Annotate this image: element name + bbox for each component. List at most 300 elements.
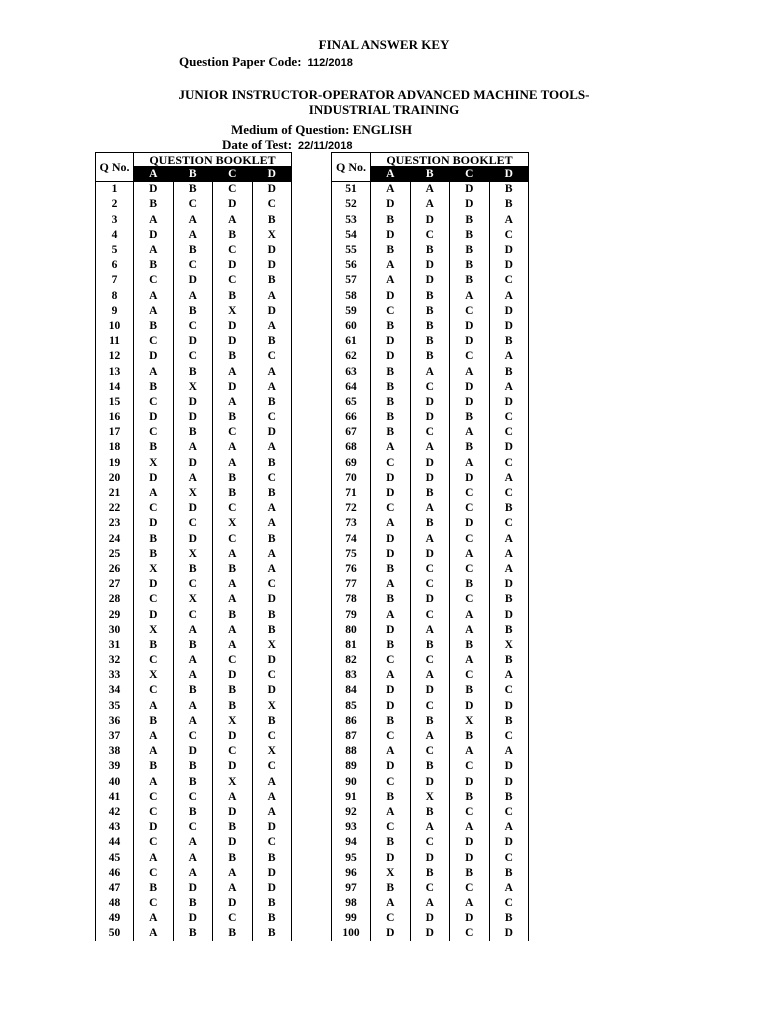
answer-row — [332, 744, 529, 759]
series-header: A — [371, 167, 411, 182]
question-number: 39 — [96, 759, 134, 774]
answer-cell: A — [213, 622, 253, 637]
answer-cell: C — [450, 486, 490, 501]
answer-cell: C — [450, 349, 490, 364]
answer-row — [332, 182, 529, 198]
question-number: 82 — [332, 653, 371, 668]
answer-cell: B — [134, 379, 174, 394]
answer-cell: B — [213, 926, 253, 941]
answer-row — [96, 440, 292, 455]
answer-row — [96, 638, 292, 653]
question-number: 60 — [332, 319, 371, 334]
answer-cell: B — [213, 698, 253, 713]
question-number: 91 — [332, 790, 371, 805]
answer-row — [96, 243, 292, 258]
answer-cell: A — [213, 364, 253, 379]
answer-row — [332, 653, 529, 668]
answer-row — [332, 820, 529, 835]
answer-cell: C — [489, 729, 529, 744]
answer-row — [96, 850, 292, 865]
question-number: 23 — [96, 516, 134, 531]
answer-cell: C — [213, 182, 253, 198]
answer-cell: D — [252, 653, 292, 668]
answer-row — [332, 395, 529, 410]
answer-cell: A — [213, 395, 253, 410]
answer-cell: A — [410, 531, 450, 546]
answer-cell: B — [410, 516, 450, 531]
question-number: 38 — [96, 744, 134, 759]
answer-cell: A — [252, 547, 292, 562]
answer-cell: C — [371, 501, 411, 516]
answer-row — [332, 577, 529, 592]
answer-row — [96, 349, 292, 364]
answer-cell: A — [173, 653, 213, 668]
answer-row — [96, 425, 292, 440]
answer-cell: D — [410, 774, 450, 789]
answer-cell: X — [134, 668, 174, 683]
answer-cell: D — [371, 471, 411, 486]
question-number: 63 — [332, 364, 371, 379]
question-number: 29 — [96, 607, 134, 622]
answer-cell: C — [489, 425, 529, 440]
answer-cell: C — [489, 228, 529, 243]
answer-cell: B — [173, 926, 213, 941]
answer-row — [332, 516, 529, 531]
answer-row — [332, 638, 529, 653]
answer-row — [96, 455, 292, 470]
answer-cell: C — [410, 228, 450, 243]
answer-cell: A — [252, 288, 292, 303]
answer-cell: A — [371, 896, 411, 911]
answer-cell: A — [410, 896, 450, 911]
question-number: 43 — [96, 820, 134, 835]
question-number: 97 — [332, 881, 371, 896]
question-number: 73 — [332, 516, 371, 531]
answer-cell: A — [371, 182, 411, 198]
question-number: 59 — [332, 304, 371, 319]
answer-cell: C — [371, 820, 411, 835]
answer-cell: D — [450, 835, 490, 850]
answer-cell: C — [410, 744, 450, 759]
answer-row — [96, 212, 292, 227]
answer-cell: A — [410, 440, 450, 455]
question-number: 61 — [332, 334, 371, 349]
answer-cell: A — [489, 288, 529, 303]
qno-header: Q No. — [332, 153, 371, 182]
answer-row — [96, 668, 292, 683]
answer-cell: C — [252, 577, 292, 592]
answer-row — [332, 486, 529, 501]
answer-cell: B — [450, 638, 490, 653]
answer-cell: D — [371, 547, 411, 562]
answer-cell: B — [173, 425, 213, 440]
question-number: 96 — [332, 865, 371, 880]
question-number: 4 — [96, 228, 134, 243]
answer-row — [332, 668, 529, 683]
answer-cell: C — [134, 896, 174, 911]
answer-cell: D — [450, 379, 490, 394]
answer-cell: B — [134, 547, 174, 562]
answer-cell: A — [489, 668, 529, 683]
answer-cell: D — [489, 759, 529, 774]
answer-cell: A — [450, 896, 490, 911]
answer-row — [96, 501, 292, 516]
answer-cell: D — [371, 850, 411, 865]
answer-row — [96, 304, 292, 319]
answer-cell: D — [213, 334, 253, 349]
answer-cell: A — [450, 820, 490, 835]
answer-cell: B — [410, 349, 450, 364]
answer-cell: D — [252, 425, 292, 440]
answer-cell: C — [450, 501, 490, 516]
answer-row — [96, 653, 292, 668]
question-number: 27 — [96, 577, 134, 592]
answer-cell: B — [371, 562, 411, 577]
answer-cell: A — [410, 668, 450, 683]
answer-row — [332, 759, 529, 774]
answer-cell: X — [173, 547, 213, 562]
answer-cell: D — [371, 288, 411, 303]
question-number: 40 — [96, 774, 134, 789]
answer-cell: C — [410, 653, 450, 668]
answer-row — [332, 440, 529, 455]
answer-cell: C — [213, 531, 253, 546]
answer-cell: A — [173, 212, 213, 227]
booklet-header: QUESTION BOOKLET — [134, 153, 292, 167]
answer-cell: X — [134, 562, 174, 577]
answer-cell: B — [213, 820, 253, 835]
question-number: 9 — [96, 304, 134, 319]
answer-cell: A — [134, 744, 174, 759]
answer-row — [96, 926, 292, 941]
answer-cell: C — [450, 759, 490, 774]
answer-cell: D — [213, 197, 253, 212]
question-number: 92 — [332, 805, 371, 820]
answer-cell: D — [489, 304, 529, 319]
answer-cell: X — [134, 622, 174, 637]
answer-cell: C — [213, 243, 253, 258]
answer-cell: X — [173, 486, 213, 501]
answer-cell: A — [450, 653, 490, 668]
answer-cell: X — [252, 638, 292, 653]
answer-cell: B — [173, 683, 213, 698]
question-number: 75 — [332, 547, 371, 562]
answer-cell: D — [450, 197, 490, 212]
question-number: 93 — [332, 820, 371, 835]
answer-row — [96, 790, 292, 805]
qno-header: Q No. — [96, 153, 134, 182]
answer-cell: D — [134, 471, 174, 486]
answer-cell: D — [450, 182, 490, 198]
answer-cell: B — [173, 364, 213, 379]
question-number: 80 — [332, 622, 371, 637]
answer-cell: C — [134, 334, 174, 349]
answer-cell: X — [489, 638, 529, 653]
answer-cell: A — [489, 349, 529, 364]
question-number: 31 — [96, 638, 134, 653]
answer-cell: C — [173, 349, 213, 364]
question-number: 15 — [96, 395, 134, 410]
answer-cell: C — [489, 683, 529, 698]
question-number: 32 — [96, 653, 134, 668]
answer-cell: B — [134, 714, 174, 729]
question-number: 46 — [96, 865, 134, 880]
answer-cell: D — [252, 182, 292, 198]
answer-cell: B — [252, 531, 292, 546]
answer-row — [96, 288, 292, 303]
answer-cell: A — [410, 729, 450, 744]
answer-cell: D — [213, 759, 253, 774]
question-number: 58 — [332, 288, 371, 303]
answer-cell: A — [489, 820, 529, 835]
answer-cell: D — [371, 698, 411, 713]
question-number: 55 — [332, 243, 371, 258]
answer-cell: B — [252, 850, 292, 865]
answer-cell: A — [450, 622, 490, 637]
question-number: 13 — [96, 364, 134, 379]
answer-cell: B — [371, 212, 411, 227]
answer-cell: D — [410, 926, 450, 941]
answer-row — [96, 562, 292, 577]
answer-cell: A — [371, 273, 411, 288]
answer-cell: C — [252, 668, 292, 683]
question-number: 54 — [332, 228, 371, 243]
answer-cell: A — [489, 562, 529, 577]
answer-row — [96, 607, 292, 622]
answer-cell: B — [173, 759, 213, 774]
answer-cell: A — [252, 516, 292, 531]
answer-cell: X — [252, 698, 292, 713]
answer-cell: X — [450, 714, 490, 729]
series-header: A — [134, 167, 174, 182]
answer-cell: A — [450, 455, 490, 470]
answer-cell: B — [450, 410, 490, 425]
answer-row — [332, 228, 529, 243]
answer-row — [332, 197, 529, 212]
answer-row — [332, 805, 529, 820]
question-number: 24 — [96, 531, 134, 546]
answer-cell: C — [213, 653, 253, 668]
answer-cell: B — [213, 850, 253, 865]
answer-cell: B — [371, 243, 411, 258]
answer-cell: D — [213, 319, 253, 334]
answer-cell: D — [489, 577, 529, 592]
answer-cell: B — [371, 835, 411, 850]
series-header: D — [252, 167, 292, 182]
answer-cell: A — [252, 364, 292, 379]
answer-cell: D — [252, 865, 292, 880]
answer-cell: D — [450, 911, 490, 926]
answer-cell: D — [134, 410, 174, 425]
answer-cell: D — [489, 607, 529, 622]
answer-cell: A — [252, 440, 292, 455]
answer-cell: A — [489, 547, 529, 562]
answer-row — [332, 911, 529, 926]
answer-cell: C — [450, 805, 490, 820]
question-number: 68 — [332, 440, 371, 455]
answer-cell: A — [371, 440, 411, 455]
answer-cell: B — [213, 410, 253, 425]
answer-row — [96, 774, 292, 789]
answer-cell: C — [173, 577, 213, 592]
date-label: Date of Test: — [222, 137, 293, 152]
answer-cell: D — [252, 258, 292, 273]
answer-cell: C — [489, 516, 529, 531]
answer-cell: B — [410, 486, 450, 501]
answer-cell: B — [450, 228, 490, 243]
answer-cell: A — [173, 288, 213, 303]
answer-row — [332, 881, 529, 896]
series-header: B — [410, 167, 450, 182]
question-number: 98 — [332, 896, 371, 911]
answer-cell: B — [134, 881, 174, 896]
answer-cell: A — [489, 531, 529, 546]
answer-cell: C — [371, 774, 411, 789]
answer-cell: A — [410, 197, 450, 212]
answer-cell: C — [252, 410, 292, 425]
question-number: 22 — [96, 501, 134, 516]
question-number: 41 — [96, 790, 134, 805]
answer-cell: B — [371, 410, 411, 425]
answer-cell: D — [489, 395, 529, 410]
paper-code-label: Question Paper Code: — [179, 54, 302, 69]
question-number: 81 — [332, 638, 371, 653]
answer-cell: B — [410, 319, 450, 334]
answer-cell: B — [371, 395, 411, 410]
question-number: 37 — [96, 729, 134, 744]
question-number: 3 — [96, 212, 134, 227]
answer-cell: X — [213, 714, 253, 729]
question-number: 77 — [332, 577, 371, 592]
answer-row — [96, 683, 292, 698]
answer-cell: B — [489, 622, 529, 637]
answer-cell: A — [489, 881, 529, 896]
answer-cell: C — [410, 577, 450, 592]
answer-cell: C — [450, 562, 490, 577]
answer-cell: A — [213, 592, 253, 607]
answer-cell: B — [371, 881, 411, 896]
answer-cell: D — [252, 881, 292, 896]
question-number: 47 — [96, 881, 134, 896]
answer-cell: D — [450, 319, 490, 334]
answer-cell: A — [213, 440, 253, 455]
answer-cell: D — [489, 698, 529, 713]
question-number: 36 — [96, 714, 134, 729]
answer-cell: C — [173, 729, 213, 744]
post-name-line1: JUNIOR INSTRUCTOR-OPERATOR ADVANCED MACHINE TOOLS- — [178, 87, 590, 102]
answer-cell: A — [213, 790, 253, 805]
answer-cell: X — [371, 865, 411, 880]
answer-cell: A — [450, 744, 490, 759]
answer-cell: A — [134, 364, 174, 379]
answer-cell: A — [410, 364, 450, 379]
answer-cell: C — [252, 835, 292, 850]
answer-cell: C — [489, 410, 529, 425]
answer-cell: D — [410, 395, 450, 410]
answer-cell: B — [213, 562, 253, 577]
series-header: C — [213, 167, 253, 182]
answer-cell: B — [213, 683, 253, 698]
answer-row — [332, 471, 529, 486]
answer-row — [96, 182, 292, 198]
answer-cell: D — [252, 592, 292, 607]
answer-cell: D — [252, 820, 292, 835]
question-number: 5 — [96, 243, 134, 258]
answer-cell: D — [213, 668, 253, 683]
question-number: 57 — [332, 273, 371, 288]
answer-cell: B — [213, 349, 253, 364]
answer-row — [332, 790, 529, 805]
answer-row — [332, 926, 529, 941]
answer-row — [332, 455, 529, 470]
answer-cell: A — [134, 729, 174, 744]
question-number: 6 — [96, 258, 134, 273]
answer-cell: A — [252, 790, 292, 805]
answer-cell: B — [252, 622, 292, 637]
answer-cell: A — [173, 668, 213, 683]
answer-cell: B — [173, 896, 213, 911]
answer-cell: A — [489, 471, 529, 486]
answer-cell: D — [489, 243, 529, 258]
answer-cell: B — [134, 258, 174, 273]
answer-cell: A — [173, 622, 213, 637]
answer-row — [96, 577, 292, 592]
question-number: 62 — [332, 349, 371, 364]
answer-cell: D — [134, 820, 174, 835]
answer-cell: B — [173, 562, 213, 577]
answer-cell: X — [213, 516, 253, 531]
answer-cell: A — [213, 865, 253, 880]
answer-cell: B — [371, 714, 411, 729]
answer-cell: A — [450, 288, 490, 303]
question-number: 7 — [96, 273, 134, 288]
answer-cell: B — [173, 243, 213, 258]
answer-cell: D — [450, 395, 490, 410]
answer-cell: D — [134, 516, 174, 531]
answer-cell: D — [410, 273, 450, 288]
answer-row — [96, 228, 292, 243]
answer-cell: A — [371, 258, 411, 273]
answer-cell: D — [489, 319, 529, 334]
answer-cell: D — [173, 501, 213, 516]
answer-cell: B — [489, 501, 529, 516]
answer-cell: B — [489, 182, 529, 198]
answer-cell: D — [410, 850, 450, 865]
answer-cell: C — [134, 835, 174, 850]
answer-cell: C — [134, 790, 174, 805]
answer-cell: A — [173, 698, 213, 713]
answer-cell: A — [173, 471, 213, 486]
date-value: 22/11/2018 — [298, 140, 353, 152]
answer-row — [96, 592, 292, 607]
answer-cell: X — [213, 774, 253, 789]
answer-cell: A — [450, 547, 490, 562]
answer-cell: B — [134, 440, 174, 455]
answer-cell: D — [410, 592, 450, 607]
answer-cell: D — [213, 379, 253, 394]
question-number: 25 — [96, 547, 134, 562]
answer-row — [96, 881, 292, 896]
answer-row — [96, 486, 292, 501]
booklet-header: QUESTION BOOKLET — [371, 153, 529, 167]
answer-cell: D — [252, 243, 292, 258]
answer-cell: C — [489, 273, 529, 288]
question-number: 78 — [332, 592, 371, 607]
series-header: D — [489, 167, 529, 182]
answer-cell: C — [410, 562, 450, 577]
answer-cell: B — [410, 243, 450, 258]
question-number: 19 — [96, 455, 134, 470]
